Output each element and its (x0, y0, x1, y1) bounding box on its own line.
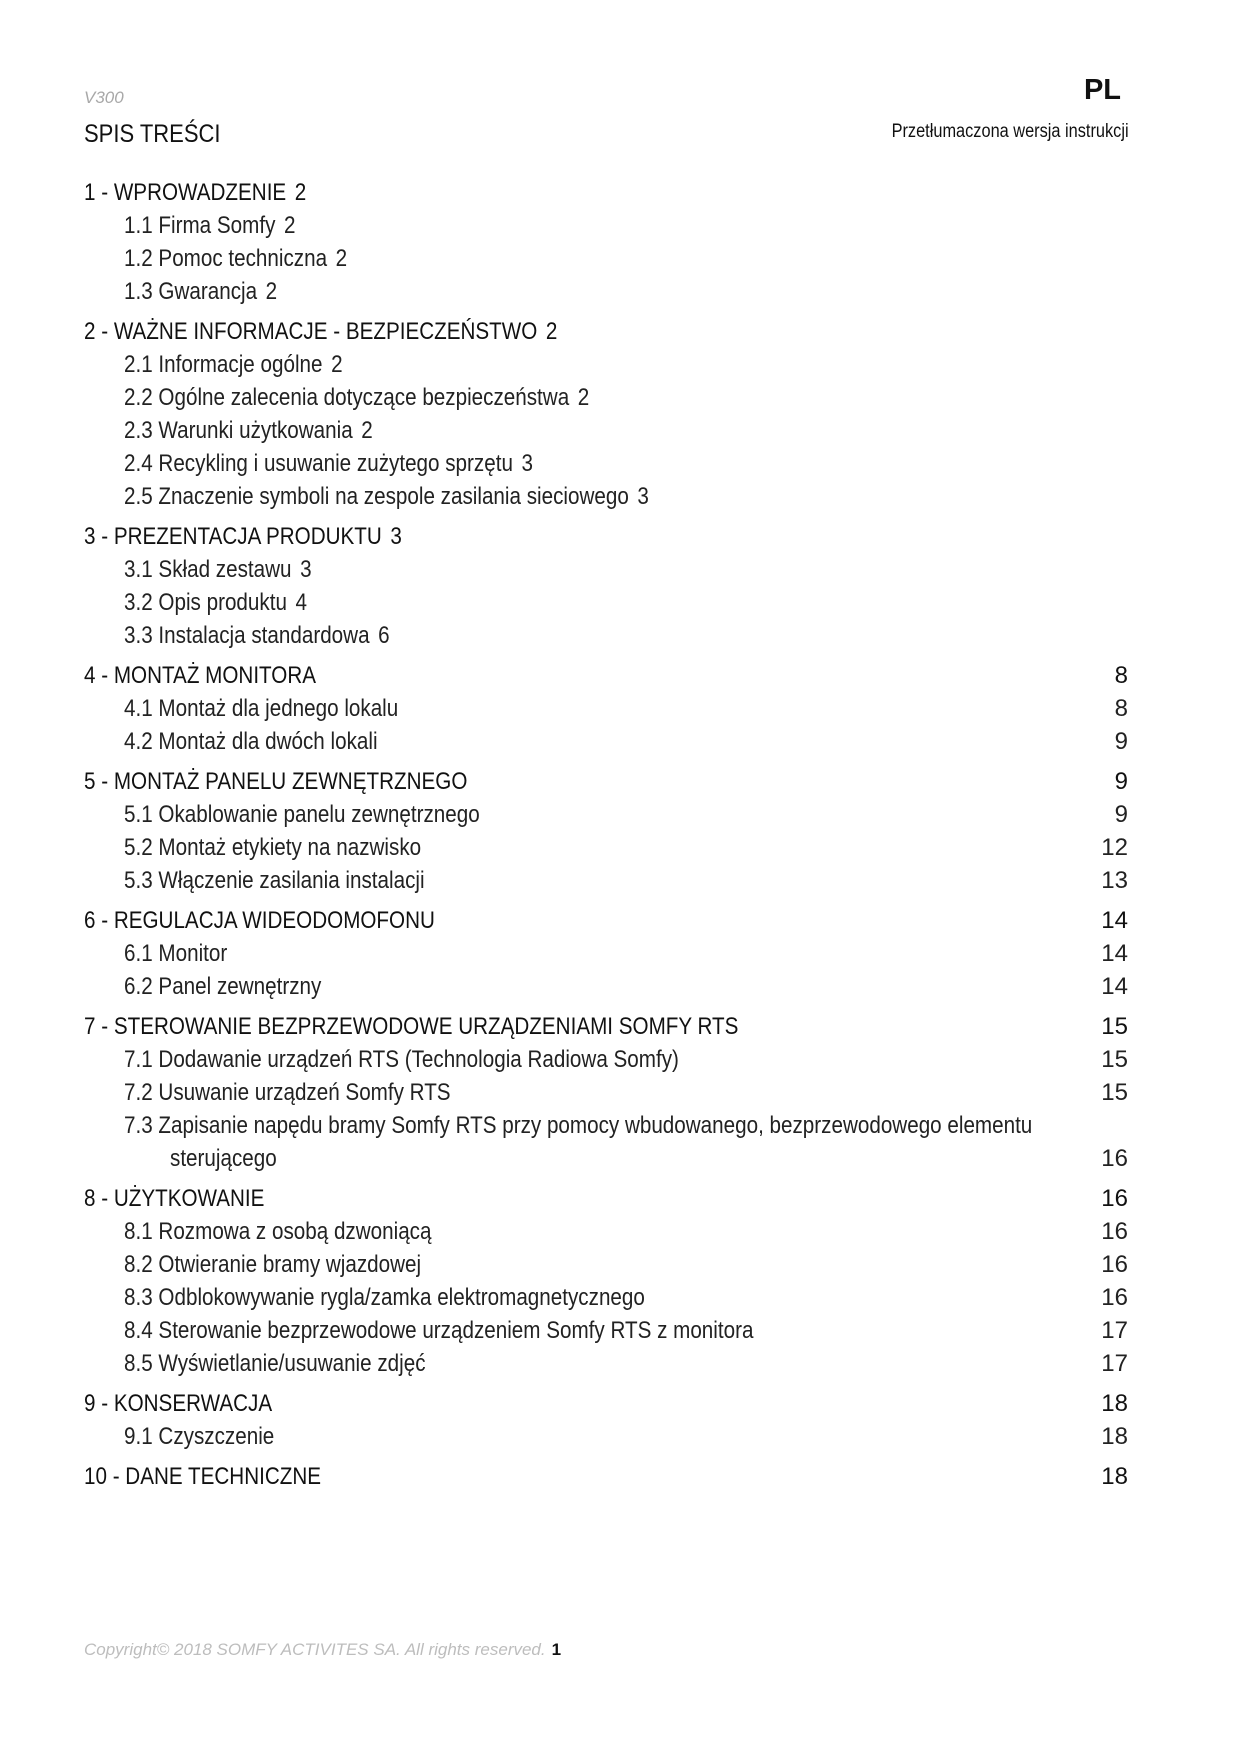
toc-page-number: 14 (1101, 973, 1128, 1000)
toc-page-number: 18 (1101, 1463, 1128, 1490)
toc-item-text: 3.1 Skład zestawu (124, 556, 292, 583)
toc-item-text: 3.3 Instalacja standardowa (124, 622, 370, 649)
toc-item-text: 7.2 Usuwanie urządzeń Somfy RTS (124, 1079, 451, 1106)
toc-section-1 (84, 176, 1128, 308)
toc-page-number: 18 (1101, 1423, 1128, 1450)
toc-item-text: 7.1 Dodawanie urządzeń RTS (Technologia Radiowa Somfy) (124, 1046, 679, 1073)
toc-item-text: 2.4 Recykling i usuwanie zużytego sprzętu (124, 450, 513, 477)
toc-page-number: 16 (1101, 1218, 1128, 1245)
toc-item[interactable] (124, 937, 1128, 970)
toc-item-text: 1.1 Firma Somfy (124, 212, 276, 239)
toc-page-number: 2 (361, 417, 373, 444)
toc-section-5 (84, 765, 1128, 897)
toc-section-6 (84, 904, 1128, 1003)
toc-item[interactable] (124, 1215, 1128, 1248)
toc-heading[interactable] (84, 1460, 1128, 1493)
language-code: PL (1083, 74, 1121, 106)
toc-item-text: 2.5 Znaczenie symboli na zespole zasilania sieciowego (124, 483, 629, 510)
toc-heading[interactable] (84, 659, 1128, 692)
toc-item[interactable] (124, 553, 1128, 586)
toc-page-number: 6 (378, 622, 390, 649)
toc-section-4 (84, 659, 1128, 758)
toc-section-3 (84, 520, 1128, 652)
toc-heading-text: 5 - MONTAŻ PANELU ZEWNĘTRZNEGO (84, 768, 468, 795)
toc-item[interactable] (124, 1043, 1128, 1076)
toc-page-number: 14 (1101, 940, 1128, 967)
toc-heading-text: 2 - WAŻNE INFORMACJE - BEZPIECZEŃSTWO (84, 318, 538, 345)
toc-item-text: sterującego (170, 1145, 277, 1172)
toc-heading-text: 4 - MONTAŻ MONITORA (84, 662, 317, 689)
toc-item-text: 9.1 Czyszczenie (124, 1423, 275, 1450)
toc-item[interactable] (124, 348, 1128, 381)
toc-heading-text: 7 - STEROWANIE BEZPRZEWODOWE URZĄDZENIAMI SOMFY RTS (84, 1013, 739, 1040)
toc-section-8 (84, 1182, 1128, 1380)
table-of-contents (84, 176, 1128, 1500)
toc-page-number: 8 (1114, 662, 1128, 689)
toc-item[interactable] (124, 1314, 1128, 1347)
toc-page-number: 16 (1101, 1284, 1128, 1311)
toc-heading-text: 9 - KONSERWACJA (84, 1390, 273, 1417)
toc-page-number: 16 (1101, 1251, 1128, 1278)
page-footer (84, 1640, 561, 1660)
toc-page-number: 2 (284, 212, 296, 239)
toc-page-number: 9 (1114, 801, 1128, 828)
toc-item[interactable] (124, 1347, 1128, 1380)
toc-heading-text: 10 - DANE TECHNICZNE (84, 1463, 322, 1490)
toc-item[interactable] (124, 209, 1128, 242)
toc-heading[interactable] (84, 765, 1128, 798)
toc-page-number: 15 (1101, 1013, 1128, 1040)
toc-item-text: 1.3 Gwarancja (124, 278, 258, 305)
toc-page-number: 2 (577, 384, 590, 411)
toc-heading[interactable] (84, 1182, 1128, 1215)
toc-page-number: 16 (1101, 1145, 1128, 1172)
toc-heading-text: 3 - PREZENTACJA PRODUKTU (84, 523, 382, 550)
toc-item[interactable] (124, 970, 1128, 1003)
toc-item[interactable] (124, 692, 1128, 725)
toc-page-number: 2 (545, 318, 558, 345)
toc-page-number: 3 (637, 483, 649, 510)
toc-item[interactable] (124, 619, 1128, 652)
toc-item[interactable] (124, 586, 1128, 619)
toc-page-number: 15 (1101, 1079, 1128, 1106)
toc-item[interactable] (124, 1248, 1128, 1281)
toc-section-9 (84, 1387, 1128, 1453)
toc-heading[interactable] (84, 176, 1128, 209)
toc-page-number: 13 (1101, 867, 1128, 894)
toc-page-number: 3 (300, 556, 312, 583)
toc-heading[interactable] (84, 1010, 1128, 1043)
toc-item-text: 2.2 Ogólne zalecenia dotyczące bezpieczeństwa (124, 384, 570, 411)
toc-page-number: 2 (331, 351, 343, 378)
toc-heading-text: 1 - WPROWADZENIE (84, 179, 287, 206)
toc-page-number: 16 (1101, 1185, 1128, 1212)
toc-item[interactable] (124, 1281, 1128, 1314)
toc-item[interactable] (124, 725, 1128, 758)
toc-section-2 (84, 315, 1128, 513)
toc-item-text: 5.3 Włączenie zasilania instalacji (124, 867, 425, 894)
toc-page-number: 17 (1101, 1317, 1128, 1344)
toc-page-number: 14 (1101, 907, 1128, 934)
toc-page-number: 18 (1101, 1390, 1128, 1417)
toc-page-number: 8 (1114, 695, 1128, 722)
toc-item-text: 2.1 Informacje ogólne (124, 351, 323, 378)
toc-item-text: 7.3 Zapisanie napędu bramy Somfy RTS przy pomocy wbudowanego, bezprzewodowego elementu (124, 1112, 1033, 1139)
toc-page-number: 3 (390, 523, 402, 550)
toc-page-number: 2 (294, 179, 307, 206)
toc-page-number: 2 (265, 278, 278, 305)
toc-heading-text: 6 - REGULACJA WIDEODOMOFONU (84, 907, 435, 934)
toc-page-number: 12 (1101, 834, 1128, 861)
toc-item[interactable] (124, 1109, 1128, 1142)
toc-heading-text: 8 - UŻYTKOWANIE (84, 1185, 265, 1212)
toc-item-text: 4.1 Montaż dla jednego lokalu (124, 695, 399, 722)
toc-item-text: 5.2 Montaż etykiety na nazwisko (124, 834, 422, 861)
page-number: 1 (551, 1640, 562, 1659)
toc-section-10 (84, 1460, 1128, 1493)
toc-item-text: 8.2 Otwieranie bramy wjazdowej (124, 1251, 422, 1278)
toc-item[interactable] (124, 242, 1128, 275)
translation-note: Przetłumaczona wersja instrukcji (891, 121, 1129, 142)
toc-item-text: 2.3 Warunki użytkowania (124, 417, 353, 444)
toc-item-text: 3.2 Opis produktu (124, 589, 287, 616)
toc-page-number: 9 (1114, 768, 1128, 795)
toc-item[interactable] (124, 275, 1128, 308)
toc-heading[interactable] (84, 1387, 1128, 1420)
toc-item-text: 4.2 Montaż dla dwóch lokali (124, 728, 378, 755)
toc-item-text: 6.1 Monitor (124, 940, 228, 967)
toc-page-number: 4 (295, 589, 308, 616)
toc-item[interactable] (124, 414, 1128, 447)
toc-item[interactable] (124, 480, 1128, 513)
toc-item[interactable] (124, 1076, 1128, 1109)
copyright-text: Copyright© 2018 SOMFY ACTIVITES SA. All rights reserved. (84, 1640, 546, 1659)
toc-item-text: 5.1 Okablowanie panelu zewnętrznego (124, 801, 480, 828)
toc-section-7 (84, 1010, 1128, 1175)
toc-item-text: 8.5 Wyświetlanie/usuwanie zdjęć (124, 1350, 426, 1377)
toc-page-number: 17 (1101, 1350, 1128, 1377)
toc-heading[interactable] (84, 904, 1128, 937)
toc-item[interactable] (124, 798, 1128, 831)
toc-heading[interactable] (84, 520, 1128, 553)
toc-item-text: 8.4 Sterowanie bezprzewodowe urządzeniem Somfy RTS z monitora (124, 1317, 754, 1344)
toc-item[interactable] (124, 1420, 1128, 1453)
toc-item[interactable] (124, 831, 1128, 864)
toc-page-number: 15 (1101, 1046, 1128, 1073)
toc-item[interactable] (124, 864, 1128, 897)
model-name: V300 (84, 88, 124, 107)
toc-item-text: 8.1 Rozmowa z osobą dzwoniącą (124, 1218, 432, 1245)
toc-item-text: 8.3 Odblokowywanie rygla/zamka elektromagnetycznego (124, 1284, 645, 1311)
toc-item-continuation[interactable] (170, 1142, 1128, 1175)
toc-item-text: 1.2 Pomoc techniczna (124, 245, 328, 272)
toc-item[interactable] (124, 381, 1128, 414)
toc-item[interactable] (124, 447, 1128, 480)
toc-page-number: 9 (1114, 728, 1128, 755)
page-title: SPIS TREŚCI (84, 120, 221, 148)
toc-item-text: 6.2 Panel zewnętrzny (124, 973, 322, 1000)
toc-page-number: 3 (521, 450, 534, 477)
toc-heading[interactable] (84, 315, 1128, 348)
toc-page-number: 2 (335, 245, 348, 272)
